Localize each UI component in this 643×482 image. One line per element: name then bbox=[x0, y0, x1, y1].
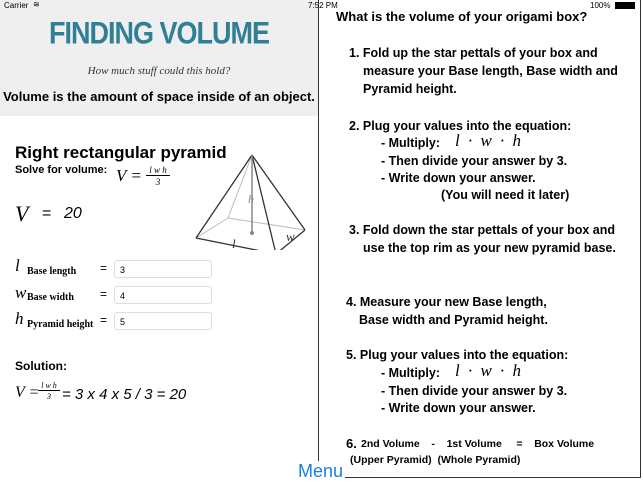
battery-icon bbox=[615, 2, 635, 9]
multiply-formula: l · w · h bbox=[455, 131, 522, 150]
label-base-width: Base width bbox=[27, 292, 74, 303]
solution-denominator: 3 bbox=[47, 392, 51, 401]
solution-numerator: l w h bbox=[38, 381, 60, 391]
time: 7:52 PM bbox=[308, 1, 338, 10]
label-l: l bbox=[232, 236, 236, 250]
pyramid-height-input[interactable]: 5 bbox=[114, 312, 212, 330]
solve-label: Solve for volume: bbox=[15, 164, 108, 176]
formula-numerator: l w h bbox=[146, 165, 170, 176]
step-2: 2. Plug your values into the equation: bbox=[349, 119, 572, 133]
step-1: 1. Fold up the star pettals of your box and measure your Base length, Base width and Pyramid height. bbox=[349, 46, 618, 96]
result-v: V bbox=[15, 201, 29, 226]
solution-label: Solution: bbox=[15, 359, 67, 373]
step-5: 5. Plug your values into the equation: bbox=[346, 348, 569, 362]
label-h: h bbox=[248, 192, 254, 206]
later-note: (You will need it later) bbox=[441, 188, 570, 202]
pyramid-diagram bbox=[190, 150, 310, 250]
multiply-label-2: - Multiply: bbox=[381, 366, 441, 380]
instructions-panel bbox=[318, 0, 641, 478]
step-4: 4. Measure your new Base length, bbox=[346, 295, 547, 309]
solution-lhs: V = bbox=[15, 384, 40, 401]
formula-v: V = bbox=[116, 166, 142, 185]
symbol-w: w bbox=[15, 283, 27, 302]
equals: = bbox=[100, 313, 108, 327]
app-title: FINDING VOLUME bbox=[49, 15, 269, 51]
write-instruction: - Write down your answer. bbox=[381, 171, 536, 185]
status-bar bbox=[0, 0, 643, 12]
label-pyramid-height: Pyramid height bbox=[27, 319, 94, 330]
step-6: 2nd Volume - 1st Volume = Box Volume bbox=[361, 438, 595, 450]
result-eq: = bbox=[42, 205, 52, 222]
equals: = bbox=[100, 261, 108, 275]
write-instruction-2: - Write down your answer. bbox=[381, 401, 536, 415]
symbol-h: h bbox=[15, 309, 24, 328]
battery-text: 100% bbox=[590, 1, 611, 10]
step-6-sub: (Upper Pyramid) (Whole Pyramid) bbox=[350, 454, 521, 466]
base-width-input[interactable]: 4 bbox=[114, 286, 212, 304]
result-value: 20 bbox=[64, 205, 82, 222]
carrier: Carrier bbox=[4, 1, 29, 10]
multiply-formula-2: l · w · h bbox=[455, 361, 522, 380]
label-w: w bbox=[286, 229, 295, 244]
divide-instruction: - Then divide your answer by 3. bbox=[381, 154, 568, 168]
instructions-title: What is the volume of your origami box? bbox=[336, 9, 588, 24]
base-length-input[interactable]: 3 bbox=[114, 260, 212, 278]
label-base-length: Base length bbox=[27, 266, 77, 277]
step-4-cont: Base width and Pyramid height. bbox=[359, 313, 548, 327]
multiply-label: - Multiply: bbox=[381, 136, 441, 150]
step-6-number: 6. bbox=[346, 436, 357, 451]
shape-name: Right rectangular pyramid bbox=[15, 143, 227, 162]
formula-denominator: 3 bbox=[155, 177, 161, 187]
equals: = bbox=[100, 287, 108, 301]
symbol-l: l bbox=[15, 256, 20, 275]
menu-button[interactable]: Menu bbox=[298, 461, 344, 481]
subtitle: How much stuff could this hold? bbox=[87, 65, 231, 77]
wifi-icon: ≋ bbox=[33, 0, 40, 9]
definition: Volume is the amount of space inside of an object. bbox=[3, 89, 315, 104]
solution-rhs: = 3 x 4 x 5 / 3 = 20 bbox=[62, 386, 187, 403]
divide-instruction-2: - Then divide your answer by 3. bbox=[381, 384, 568, 398]
step-3: 3. Fold down the star pettals of your box and use the top rim as your new pyramid base. bbox=[349, 223, 616, 255]
